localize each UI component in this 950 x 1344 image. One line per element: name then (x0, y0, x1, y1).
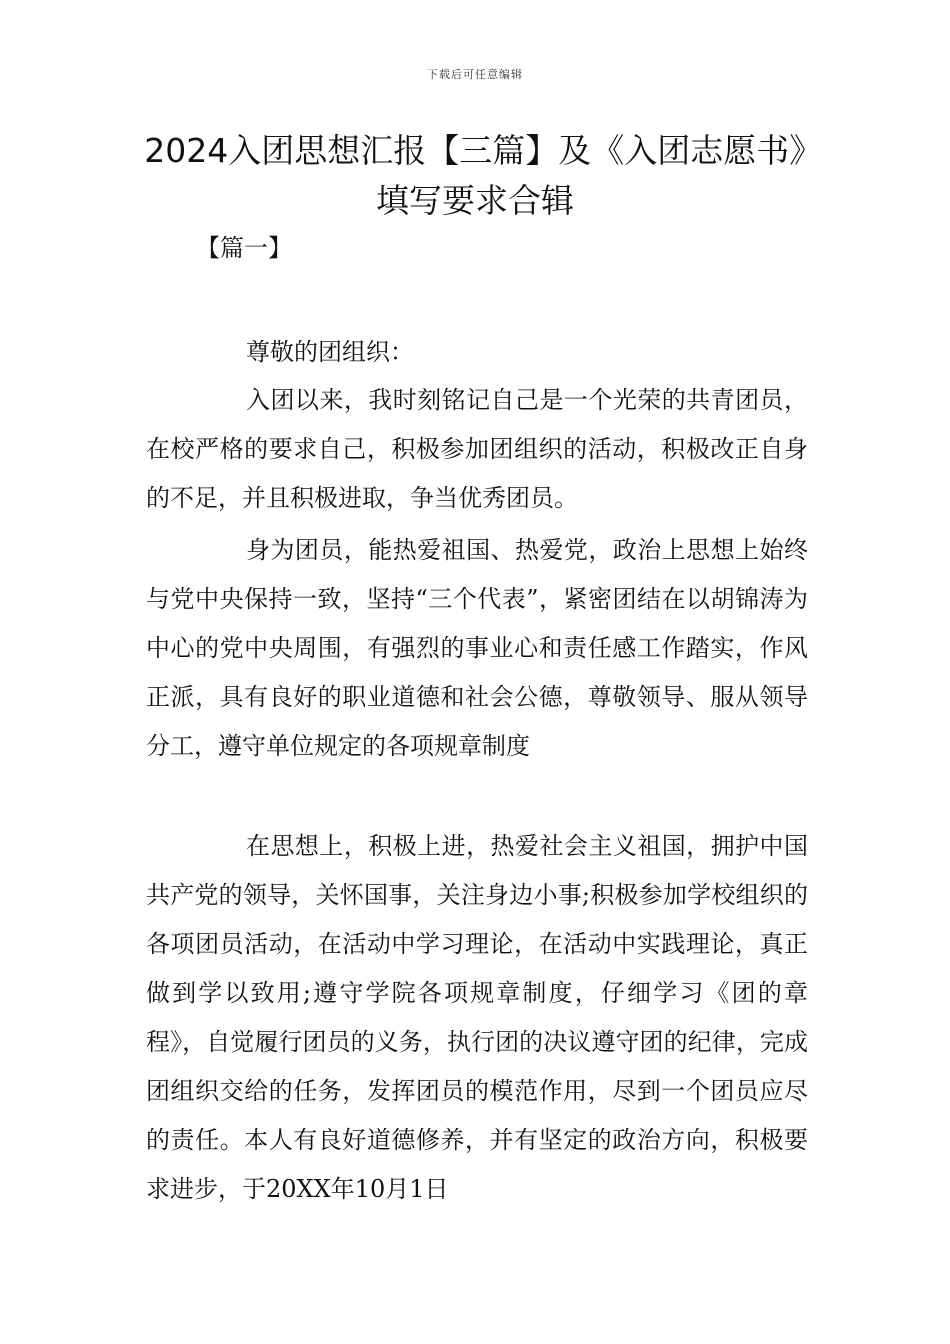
document-title: 2024入团思想汇报【三篇】及《入团志愿书》填写要求合辑 (144, 131, 806, 220)
salutation (146, 328, 808, 377)
paragraph-3 (146, 822, 808, 1214)
paragraph-2 (146, 526, 808, 771)
section-label: 【篇一】 (196, 234, 292, 262)
paragraph-text: 入团以来，我时刻铭记自己是一个光荣的共青团员，在校严格的要求自己，积极参加团组织的活动，积极改正自身的不足，并且积极进取，争当优秀团员。 (146, 386, 808, 512)
paragraph-text: 身为团员，能热爱祖国、热爱党，政治上思想上始终与党中央保持一致，坚持“三个代表”，紧密团结在以胡锦涛为中心的党中央周围，有强烈的事业心和责任感工作踏实，作风正派，具有良好的职业道德和社会公德，尊敬领导、服从领导分工，遵守单位规定的各项规章制度 (146, 536, 808, 760)
salutation-text: 尊敬的团组织： (246, 338, 414, 366)
header-note: 下载后可任意编辑 (427, 68, 523, 81)
paragraph-text: 在思想上，积极上进，热爱社会主义祖国，拥护中国共产党的领导，关怀国事，关注身边小事;积极参加学校组织的各项团员活动，在活动中学习理论，在活动中实践理论，真正做到学以致用;遵守学院各项规章制度，仔细学习《团的章程》，自觉履行团员的义务，执行团的决议遵守团的纪律，完成团组织交给的任务，发挥团员的模范作用，尽到一个团员应尽的责任。本人有良好道德修养，并有坚定的政治方向，积极要求进步，于20XX年10月1日 (146, 832, 808, 1203)
paragraph-1 (146, 376, 808, 523)
